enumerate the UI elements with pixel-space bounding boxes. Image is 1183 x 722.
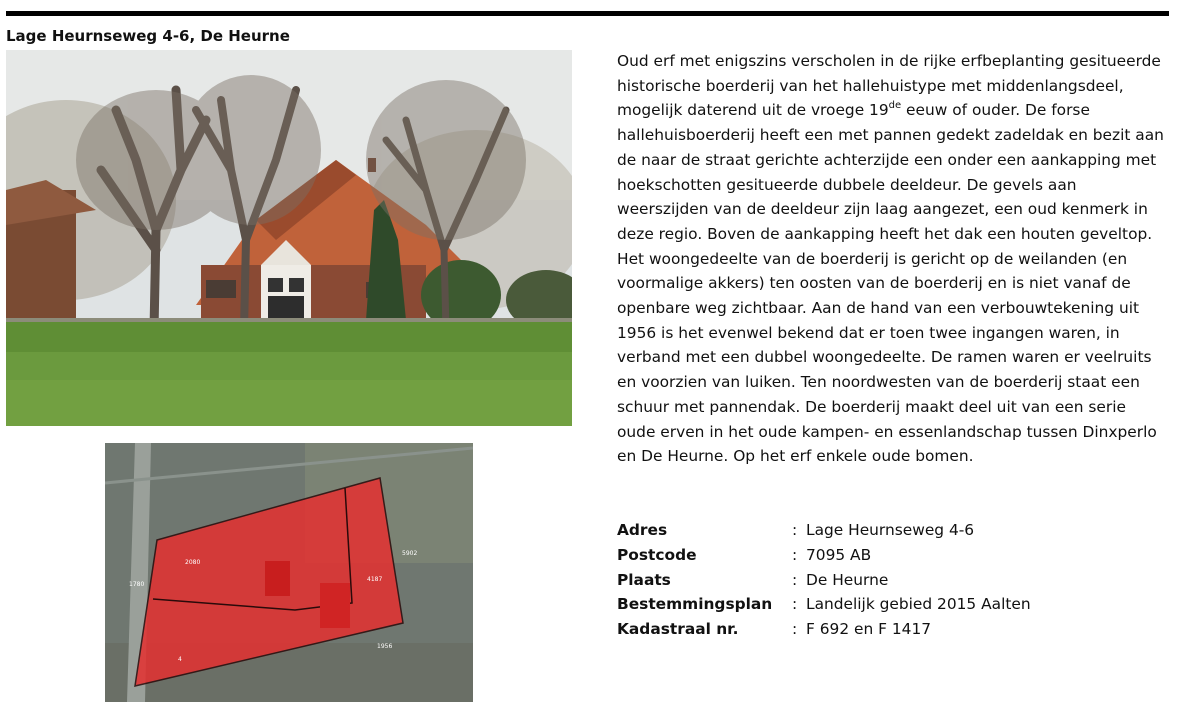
fact-row-plaats: [617, 567, 1177, 592]
fact-value: Landelijk gebied 2015 Aalten: [806, 595, 1031, 614]
fact-value: 7095 AB: [806, 546, 872, 565]
fact-separator: :: [792, 595, 798, 614]
cadastral-map: [105, 443, 473, 702]
fact-separator: :: [792, 570, 798, 589]
map-label-4: 5902: [402, 550, 418, 557]
farmhouse-photo: [6, 50, 572, 426]
map-label-3: 4187: [367, 576, 383, 583]
map-label-1: 1780: [129, 581, 145, 588]
map-label-5: 1956: [377, 643, 393, 650]
fact-label: Adres: [617, 521, 668, 540]
description-part-2: eeuw of ouder. De forse hallehuisboerderij heeft een met pannen gedekt zadeldak en bezit aan de naar de straat gerichte achterzijde een onder een aankapping met hoekschotten gesitueerde dubbele deeldeur. De gevels aan weerszijden van de deeldeur zijn laag aangezet, een oud kenmerk in deze regio. Boven de aankapping heeft het dak een houten geveltop. Het woongedeelte van de boerderij is gericht op de weilanden (en voormalige akkers) ten oosten van de boerderij en is niet vanaf de openbare weg zichtbaar. Aan de hand van een verbouwtekening uit 1956 is het evenwel bekend dat er toen twee ingangen waren, in verband met een dubbel woongedeelte. De ramen waren er veelruits en voorzien van luiken. Ten noordwesten van de boerderij staat een schuur met pannendak. De boerderij maakt deel uit van een serie oude erven in het oude kampen- en essenlandschap tussen Dinxperlo en De Heurne. Op het erf enkele oude bomen.: [617, 101, 1164, 466]
fact-label: Kadastraal nr.: [617, 620, 739, 639]
fact-label: Plaats: [617, 570, 671, 589]
property-facts: [617, 518, 1177, 641]
top-rule: [6, 11, 1169, 16]
fact-row-postcode: [617, 543, 1177, 568]
map-label-2: 2080: [185, 559, 201, 566]
fact-value: Lage Heurnseweg 4-6: [806, 521, 975, 540]
description-superscript: de: [888, 100, 902, 112]
map-label-6: 4: [178, 656, 182, 663]
fact-label: Postcode: [617, 546, 697, 565]
fact-separator: :: [792, 546, 798, 565]
page-title: Lage Heurnseweg 4-6, De Heurne: [6, 27, 290, 45]
fact-row-adres: [617, 518, 1177, 543]
fact-label: Bestemmingsplan: [617, 595, 773, 614]
fact-separator: :: [792, 521, 798, 540]
description-text: [617, 49, 1165, 469]
description-part-1: Oud erf met enigszins verscholen in de rijke erfbeplanting gesitueerde historische boerderij van het hallehuistype met middenlangsdeel, mogelijk daterend uit de vroege 19: [617, 52, 1161, 120]
fact-value: F 692 en F 1417: [806, 620, 932, 639]
fact-separator: :: [792, 620, 798, 639]
fact-value: De Heurne: [806, 570, 889, 589]
fact-row-bestemmingsplan: [617, 592, 1177, 617]
fact-row-kadastraal: [617, 617, 1177, 642]
